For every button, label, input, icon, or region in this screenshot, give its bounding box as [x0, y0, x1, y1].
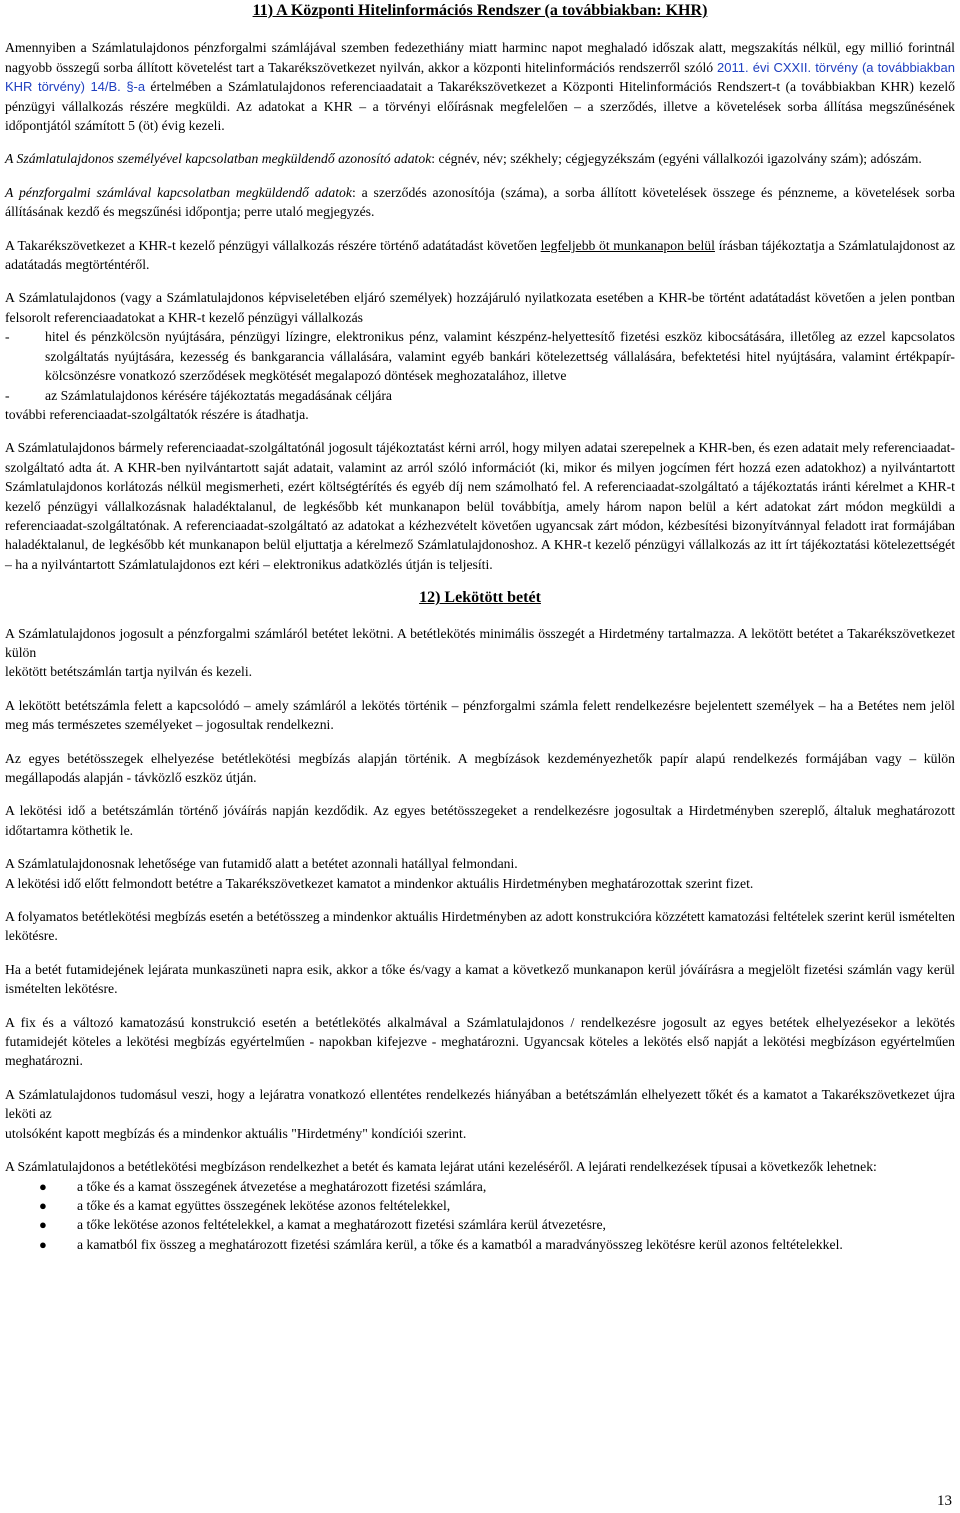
- bullet-icon: ●: [39, 1217, 47, 1233]
- law-reference-link[interactable]: 2011. évi CXXII. törvény (a továbbiakban KHR törvény) 14/B. §-a: [5, 59, 955, 95]
- section-12-paragraph-6: A folyamatos betétlekötési megbízás esetén a betétösszeg a mindenkor aktuális Hirdetményben az adott konstrukcióra közzétett kamatozási feltételek szerint kerül ismételten lekötésre.: [5, 909, 955, 944]
- list-item: ● a tőke és a kamat összegének átvezetése a meghatározott fizetési számlára,: [5, 1177, 955, 1196]
- section-12-paragraph-2: A lekötött betétszámla felett a kapcsolódó – amely számláról a lekötés történik – pénzforgalmi számla felett rendelkezésre bejelentett személyek – ha a Betétes nem jelöl meg más természetes személyeket – jogosultak rendelkezni.: [5, 697, 955, 733]
- list-item: ● a tőke lekötése azonos feltételekkel, a kamat a meghatározott fizetési számlára kerül átvezetésre,: [5, 1215, 955, 1234]
- section-12-paragraph-5: A Számlatulajdonosnak lehetősége van futamidő alatt a betétet azonnali hatállyal felmondani. A lekötési idő előtt felmondott betétre a Takarékszövetkezet kamatot a mindenkor aktuális Hirdetményben meghatározottak szerint fizet.: [5, 856, 754, 891]
- section-11-paragraph-2: A Számlatulajdonos személyével kapcsolatban megküldendő azonosító adatok: cégnév, név; székhely; cégjegyzékszám (egyéni vállalkozói igazolvány szám); adószám.: [5, 151, 922, 167]
- bullet-icon: ●: [39, 1178, 47, 1194]
- bullet-icon: ●: [39, 1236, 47, 1252]
- section-12-paragraph-10: A Számlatulajdonos a betétlekötési megbízáson rendelkezhet a betét és kamata lejárat utáni kezeléséről. A lejárati rendelkezések típusai a következők lehetnek:: [5, 1159, 877, 1175]
- dash-list-item: - az Számlatulajdonos kérésére tájékoztatás megadásának céljára: [5, 387, 392, 403]
- list-item: ● a kamatból fix összeg a meghatározott fizetési számlára kerül, a tőke és a kamatból a maradványösszeg lekötésre kerül azonos feltételekkel.: [5, 1235, 955, 1254]
- section-12-paragraph-9: A Számlatulajdonos tudomásul veszi, hogy a lejáratra vonatkozó ellentétes rendelkezés hiányában a betétszámlán elhelyezett tőkét és a kamatot a Takarékszövetkezet újra leköti az utolsóként kapott megbízás és a mindenkor aktuális "Hirdetmény" kondíciói szerint.: [5, 1086, 955, 1141]
- section-12-paragraph-7: Ha a betét futamidejének lejárata munkaszüneti napra esik, akkor a tőke és/vagy a kamat a következő munkanapon kerül jóváírásra a megjelölt fizetési számlán vagy kerül ismételten lekötésre.: [5, 961, 955, 997]
- bullet-icon: ●: [39, 1197, 47, 1213]
- section-12-title: 12) Lekötött betét: [419, 589, 541, 607]
- section-12-paragraph-4: A lekötési idő a betétszámlán történő jóváírás napján kezdődik. Az egyes betétösszegeket a rendelkezésre jogosultak a Hirdetményben szereplő, általuk meghatározott időtartamra köthetik le.: [5, 803, 955, 838]
- section-12-paragraph-3: Az egyes betétösszegek elhelyezése betétlekötési megbízás alapján történik. A megbízások kezdeményezhetők papír alapú rendelkezés formájában vagy – külön megállapodás alapján - távközlő eszköz útján.: [5, 750, 955, 785]
- section-11-paragraph-1: Amennyiben a Számlatulajdonos pénzforgalmi számlájával szemben fedezethiány miatt harminc napot meghaladó időszak alatt, megszakítás nélkül, egy millió forintnál nagyobb összegű sorba állított követelést tart a Takarékszövetkezet nyilván, akkor a központi hitelinformációs rendszerről szóló 2011. évi CXXII. törvény (a továbbiakban KHR törvény) 14/B. §-a értelmében a Számlatulajdonos referenciaadatait a Takarékszövetkezet a Központi Hitelinformációs Rendszert-t (a továbbiakban KHR) kezelő pénzügyi vállalkozás részére megküldi. Az adatokat a KHR – a törvényi előírásnak megfelelően – a szerződés, illetve a követelések sorba állítása megszűnésének időpontjától számított 5 (öt) évig kezeli.: [5, 40, 955, 134]
- section-11-paragraph-3: A pénzforgalmi számlával kapcsolatban megküldendő adatok: a szerződés azonosítója (száma), a sorba állított követelések összege és pénzneme, a követelések sorba állításának kezdő és megszűnési időpontja; perre utaló megjegyzés.: [5, 184, 955, 220]
- section-11-paragraph-5-end: további referenciaadat-szolgáltatók részére is átadhatja.: [5, 406, 309, 422]
- section-12-paragraph-1: A Számlatulajdonos jogosult a pénzforgalmi számláról betétet lekötni. A betétlekötés minimális összegét a Hirdetmény tartalmazza. A lekötött betétet a Takarékszövetkezet külön lekötött betétszámlán tartja nyilván és kezeli.: [5, 625, 955, 680]
- section-11-paragraph-4: A Takarékszövetkezet a KHR-t kezelő pénzügyi vállalkozás részére történő adatátadást követően legfeljebb öt munkanapon belül írásban tájékoztatja a Számlatulajdonost az adatátadás megtörténtéről.: [5, 237, 955, 273]
- section-11-paragraph-5: A Számlatulajdonos (vagy a Számlatulajdonos képviseletében eljáró személyek) hozzájáruló nyilatkozata esetében a KHR-be történt adatátadást követően a jelen pontban felsorolt referenciaadatokat a KHR-t kezelő pénzügyi vállalkozás: [5, 290, 955, 325]
- section-11-paragraph-6: A Számlatulajdonos bármely referenciaadat-szolgáltatónál jogosult tájékoztatást kérni arról, hogy milyen adatai szerepelnek a KHR-ben, és ezen adatait mely referenciaadat-szolgáltató adta át. A KHR-ben nyilvántartott saját adatait, valamint az arról szóló információt (ki, mikor és milyen jogcímen fért hozzá ezen adatokhoz) a nyilvántartott Számlatulajdonos korlátozás nélkül megismerheti, ezért költségtérítés és egyéb díj nem számolható fel. A referenciaadat-szolgáltató a tájékoztatás iránti kérelmet a KHR-t kezelő pénzügyi vállalkozásnak haladéktalanul, de legkésőbb két munkanapon belül továbbítja, amely három napon belül a kért adatokat zárt módon megküldi a referenciaadat-szolgáltatónak. A referenciaadat-szolgáltató az adatokat a kézhezvételt követően ugyancsak zárt módon, kézbesítési bizonyítvánnyal feladott irat formájában haladéktalanul, de legkésőbb két munkanapon belül eljuttatja a kérelmező Számlatulajdonoshoz. A KHR-t kezelő pénzügyi vállalkozás az itt írt tájékoztatási kötelezettségét – ha a nyilvántartott Számlatulajdonos ezt kéri – elektronikus adatközlés útján is teljesíti.: [5, 440, 955, 572]
- maturity-options-list: [5, 1177, 955, 1255]
- list-item: ● a tőke és a kamat együttes összegének lekötése azonos feltételekkel,: [5, 1196, 955, 1215]
- section-11-title: 11) A Központi Hitelinformációs Rendszer (a továbbiakban: KHR): [252, 2, 708, 19]
- dash-list-item: - hitel és pénzkölcsön nyújtására, pénzügyi lízingre, elektronikus pénz, valamint készpénz-helyettesítő fizetési eszköz kibocsátására, illetőleg az ezzel kapcsolatos szolgáltatás nyújtására, kezesség és bankgarancia vállalására, valamint egyéb bankári kötelezettség vállalására, befektetési hitel nyújtására, valamint értékpapír-kölcsönzésre vonatkozó szerződések megkötését megalapozó döntések meghozatalához, illetve: [5, 329, 955, 384]
- section-12-paragraph-8: A fix és a változó kamatozású konstrukció esetén a betétlekötés alkalmával a Számlatulajdonos / rendelkezésre jogosult az egyes betétek elhelyezésekor a lekötés futamidejét köteles a lekötési megbízás egyértelműen - napokban kifejezve - meghatározni. Ugyancsak köteles a lekötés első napját a lekötési megbízáson egyértelműen meghatározni.: [5, 1014, 955, 1069]
- page-number: 13: [937, 1493, 952, 1509]
